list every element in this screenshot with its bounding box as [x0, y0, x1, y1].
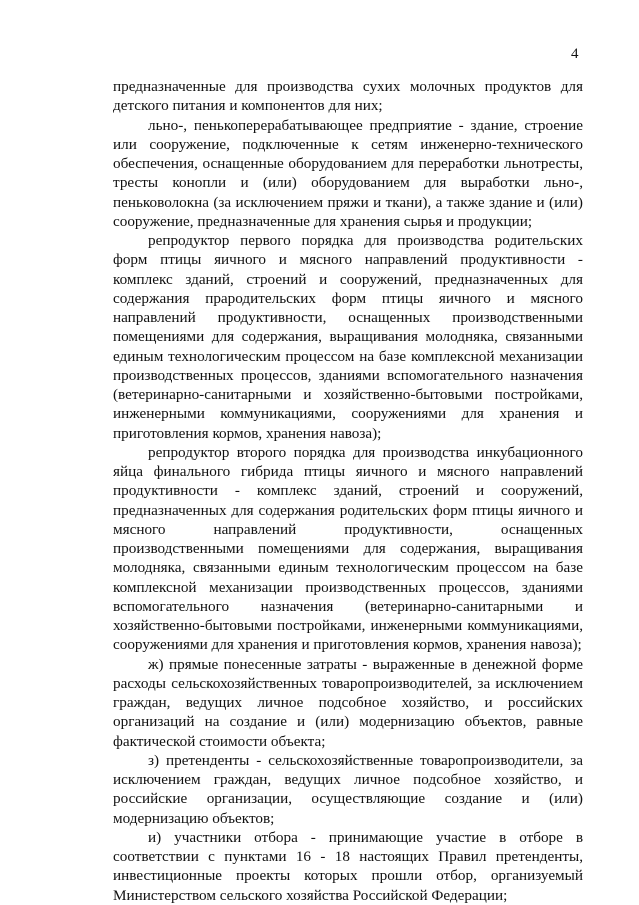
paragraph-continuation: предназначенные для производства сухих молочных продуктов для детского питания и компонентов для них; — [113, 78, 583, 115]
paragraph-first-order-reproducer: репродуктор первого порядка для производства родительских форм птицы яичного и мясного направлений продуктивности - комплекс зданий, строений и сооружений, предназначенных для содержания прародительских форм птицы яичного и мясного направлений продуктивности, оснащенных производственными помещениями для содержания, выращивания молодняка, связанными единым технологическим процессом на базе комплексной механизации производственных процессов, зданиями вспомогательного назначения (ветеринарно-санитарными и хозяйственно-бытовыми постройками, инженерными коммуникациями, сооружениями для хранения и приготовления кормов, хранения навоза); — [113, 232, 583, 442]
paragraph-applicants: з) претенденты - сельскохозяйственные товаропроизводители, за исключением граждан, ведущих личное подсобное хозяйство, и российские организации, осуществляющие создание и (или) модернизацию объектов; — [113, 751, 583, 827]
document-body — [113, 77, 583, 905]
paragraph-selection-participants: и) участники отбора - принимающие участие в отборе в соответствии с пунктами 16 - 18 настоящих Правил претенденты, инвестиционные проекты которых прошли отбор, организуемый Министерством сельского хозяйства Российской Федерации; — [113, 828, 583, 904]
page-number: 4 — [571, 46, 579, 62]
paragraph-direct-costs: ж) прямые понесенные затраты - выраженные в денежной форме расходы сельскохозяйственных товаропроизводителей, за исключением граждан, ведущих личное подсобное хозяйство, и российских организаций на создание и (или) модернизацию объектов, равные фактической стоимости объекта; — [113, 655, 583, 750]
paragraph-second-order-reproducer: репродуктор второго порядка для производства инкубационного яйца финального гибрида птицы яичного и мясного направлений продуктивности - комплекс зданий, строений и сооружений, предназначенных для содержания родительских форм птицы яичного и мясного направлений продуктивности, оснащенных производственными помещениями для содержания, выращивания молодняка, связанными единым технологическим процессом на базе комплексной механизации производственных процессов, зданиями вспомогательного назначения (ветеринарно-санитарными и хозяйственно-бытовыми постройками, инженерными коммуникациями, сооружениями для хранения и приготовления кормов, хранения навоза); — [113, 443, 583, 654]
paragraph-flax-hemp-enterprise: льно-, пенькоперерабатывающее предприятие - здание, строение или сооружение, подключенные к сетям инженерно-технического обеспечения, оснащенные оборудованием для переработки льнотресты, тресты конопли и (или) оборудованием для выработки льно-, пеньковолокна (за исключением пряжи и ткани), а также здание и (или) сооружение, предназначенные для хранения сырья и продукции; — [113, 116, 583, 230]
